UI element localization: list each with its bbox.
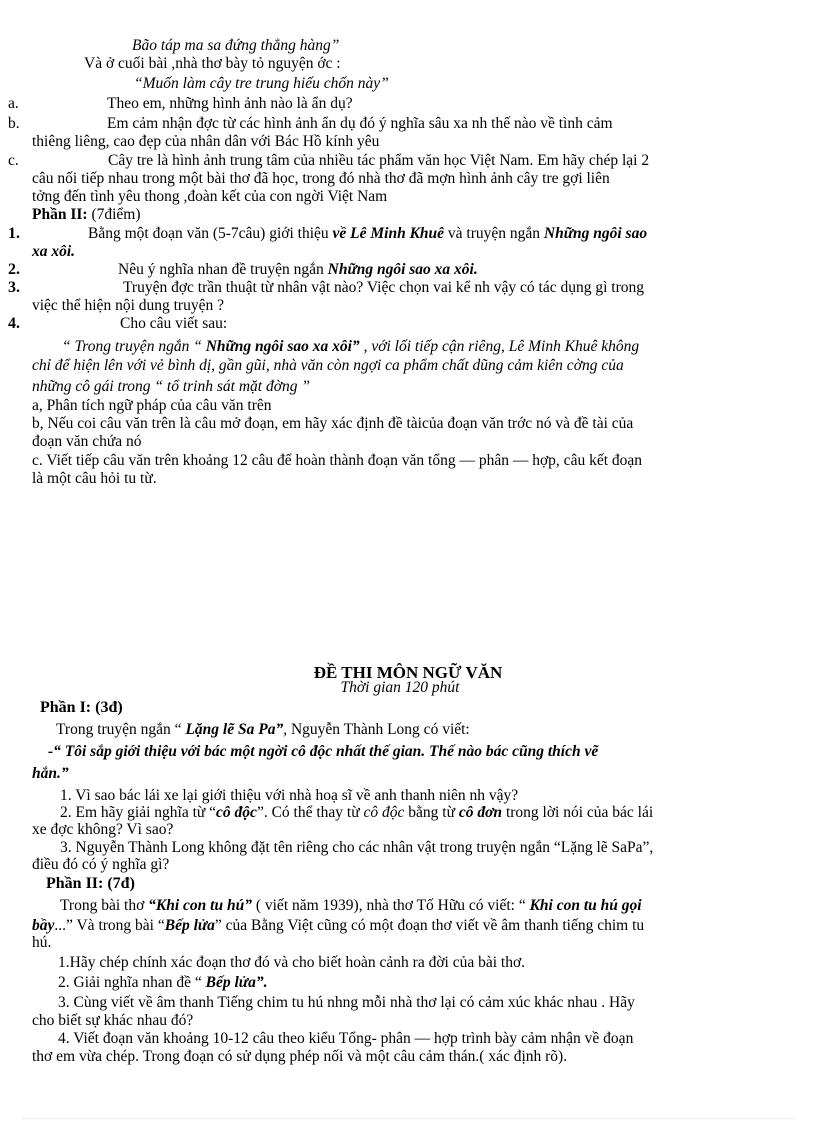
question-number: 4. bbox=[8, 315, 20, 332]
emphasis: Bếp lửa”. bbox=[205, 974, 268, 991]
question-number: 2. bbox=[8, 261, 20, 278]
question-3: việc thể hiện nội dung truyện ? bbox=[32, 297, 224, 314]
emphasis: cô độc bbox=[216, 804, 257, 821]
text: Bằng một đoạn văn (5-7câu) giới thiệu bbox=[88, 225, 333, 242]
part-heading: Phần I: (3đ) bbox=[40, 699, 123, 716]
question-label: a. bbox=[8, 95, 19, 112]
text: trong lời nói của bác lái bbox=[502, 804, 654, 821]
part2-question-3: 3. Cùng viết về âm thanh Tiếng chim tu hú nhng mỗi nhà thơ lại có cảm xúc khác nhau . Hãy bbox=[58, 994, 635, 1011]
quote: hắn.” bbox=[32, 765, 69, 782]
part-title: Phần II: bbox=[32, 206, 88, 223]
question-b: thiêng liêng, cao đẹp của nhân dân với Bác Hồ kính yêu bbox=[32, 133, 380, 150]
text: 2. Em hãy giải nghĩa từ “ bbox=[60, 804, 217, 821]
question-c: Cây tre là hình ảnh trung tâm của nhiều tác phẩm văn học Việt Nam. Em hãy chép lại 2 bbox=[108, 152, 650, 169]
part2-question-4: thơ em vừa chép. Trong đoạn có sử dụng phép nối và một câu cảm thán.( xác định rõ). bbox=[32, 1048, 568, 1065]
part1-question-1: 1. Vì sao bác lái xe lại giới thiệu với nhà hoạ sĩ về anh thanh niên nh vậy? bbox=[60, 787, 519, 804]
emphasis: Bếp lửa bbox=[164, 917, 215, 934]
text: “ Trong truyện ngắn “ bbox=[62, 338, 206, 355]
sub-question-b: b, Nếu coi câu văn trên là câu mở đoạn, em hãy xác định đề tàicủa đoạn văn trớc nó và đề tài của bbox=[32, 415, 634, 432]
part1-question-3: điều đó có ý nghĩa gì? bbox=[32, 856, 170, 873]
part2-intro bbox=[60, 897, 642, 914]
text: , Nguyễn Thành Long có viết: bbox=[283, 721, 470, 738]
question-c: câu nối tiếp nhau trong một bài thơ đã học, trong đó nhà thơ đã mợn hình ảnh cây tre gợi liên bbox=[32, 170, 610, 187]
part-heading: Phần II: (7đ) bbox=[46, 875, 135, 892]
text: Nêu ý nghĩa nhan đề truyện ngắn bbox=[118, 261, 328, 278]
verse-line: Bão táp ma sa đứng thẳng hàng” bbox=[132, 37, 340, 54]
emphasis: Những ngôi sao xa xôi” bbox=[205, 338, 360, 355]
text: ” của Bằng Việt cũng có một đoạn thơ viết về âm thanh tiếng chim tu bbox=[214, 917, 645, 934]
text: 2. Giải nghĩa nhan đề “ bbox=[58, 974, 206, 991]
question-c: tởng đến tình yêu thong ,đoàn kết của con ngời Việt Nam bbox=[32, 188, 388, 205]
part2-question-1: 1.Hãy chép chính xác đoạn thơ đó và cho biết hoàn cảnh ra đời của bài thơ. bbox=[58, 954, 526, 971]
quote bbox=[62, 338, 639, 355]
emphasis: Khi con tu hú gọi bbox=[529, 897, 642, 914]
part-points: (7điểm) bbox=[87, 206, 141, 223]
text: ...” Và trong bài “ bbox=[54, 917, 165, 934]
sub-question-b: đoạn văn chứa nó bbox=[32, 433, 142, 450]
emphasis: về Lê Minh Khuê bbox=[332, 225, 445, 242]
question-3: Truyện đợc trần thuật từ nhân vật nào? Việc chọn vai kể nh vậy có tác dụng gì trong bbox=[123, 279, 645, 296]
part2-question-2 bbox=[58, 974, 267, 991]
page-separator bbox=[22, 1118, 794, 1119]
question-number: 3. bbox=[8, 279, 20, 296]
question-label: c. bbox=[8, 152, 19, 169]
intro-line bbox=[56, 721, 470, 738]
emphasis: Những ngôi sao xa xôi. bbox=[327, 261, 478, 278]
text: Trong truyện ngắn “ bbox=[56, 721, 186, 738]
exam-subtitle: Thời gian 120 phút bbox=[340, 679, 460, 696]
quote: -“ Tôi sắp giới thiệu với bác một ngời cô độc nhất thế gian. Thế nào bác cũng thích vẽ bbox=[48, 743, 599, 760]
part2-intro bbox=[32, 917, 644, 934]
emphasis: “Khi con tu hú” bbox=[148, 897, 252, 914]
part1-question-2: xe đợc không? Vì sao? bbox=[32, 821, 174, 838]
exam-title: ĐỀ THI MÔN NGỮ VĂN bbox=[313, 663, 503, 682]
text: và truyện ngắn bbox=[444, 225, 544, 242]
question-number: 1. bbox=[8, 225, 20, 242]
emphasis: cô đơn bbox=[458, 804, 503, 821]
verse-line: “Muốn làm cây tre trung hiếu chốn này” bbox=[134, 75, 389, 92]
part1-question-2 bbox=[60, 804, 653, 821]
text: bằng từ bbox=[404, 804, 459, 821]
emphasis: Những ngôi sao bbox=[543, 225, 648, 242]
ending-intro: Và ở cuối bài ,nhà thơ bày tỏ nguyện ớc : bbox=[84, 55, 341, 72]
text: ( viết năm 1939), nhà thơ Tố Hữu có viết: “ bbox=[251, 897, 530, 914]
part2-intro: hú. bbox=[32, 934, 52, 951]
part2-question-3: cho biết sự khác nhau đó? bbox=[32, 1012, 194, 1029]
question-1 bbox=[88, 225, 647, 242]
sub-question-c: c. Viết tiếp câu văn trên khoảng 12 câu để hoàn thành đoạn văn tổng — phân — hợp, câu kết đoạn bbox=[32, 452, 643, 469]
part2-question-4: 4. Viết đoạn văn khoảng 10-12 câu theo kiểu Tổng- phân — hợp trình bày cảm nhận về đoạn bbox=[58, 1030, 634, 1047]
text: ”. Có thể thay từ bbox=[256, 804, 364, 821]
quote: chỉ để hiện lên với vẻ bình dị, gần gũi, nhà văn còn ngợi ca phẩm chất dũng cảm kiên cờng của bbox=[32, 357, 624, 374]
emphasis: bầy bbox=[32, 917, 55, 934]
question-b: Em cảm nhận đợc từ các hình ảnh ẩn dụ đó ý nghĩa sâu xa nh thế nào về tình cảm bbox=[107, 115, 613, 132]
part-heading bbox=[32, 206, 141, 223]
quote: những cô gái trong “ tổ trinh sát mặt đờng ” bbox=[32, 378, 310, 395]
emphasis: cô độc bbox=[363, 804, 405, 821]
part1-question-3: 3. Nguyễn Thành Long không đặt tên riêng cho các nhân vật trong truyện ngắn “Lặng lẽ SaPa”, bbox=[60, 839, 654, 856]
sub-question-c: là một câu hỏi tu từ. bbox=[32, 470, 157, 487]
text: Trong bài thơ bbox=[60, 897, 149, 914]
question-label: b. bbox=[8, 115, 20, 132]
question-1: xa xôi. bbox=[32, 243, 76, 260]
emphasis: Lặng lẽ Sa Pa” bbox=[185, 721, 284, 738]
question-4: Cho câu viết sau: bbox=[120, 315, 228, 332]
question-2 bbox=[118, 261, 478, 278]
question-a: Theo em, những hình ảnh nào là ẩn dụ? bbox=[107, 95, 353, 112]
text: , với lối tiếp cận riêng, Lê Minh Khuê không bbox=[359, 338, 640, 355]
sub-question-a: a, Phân tích ngữ pháp của câu văn trên bbox=[32, 397, 272, 414]
